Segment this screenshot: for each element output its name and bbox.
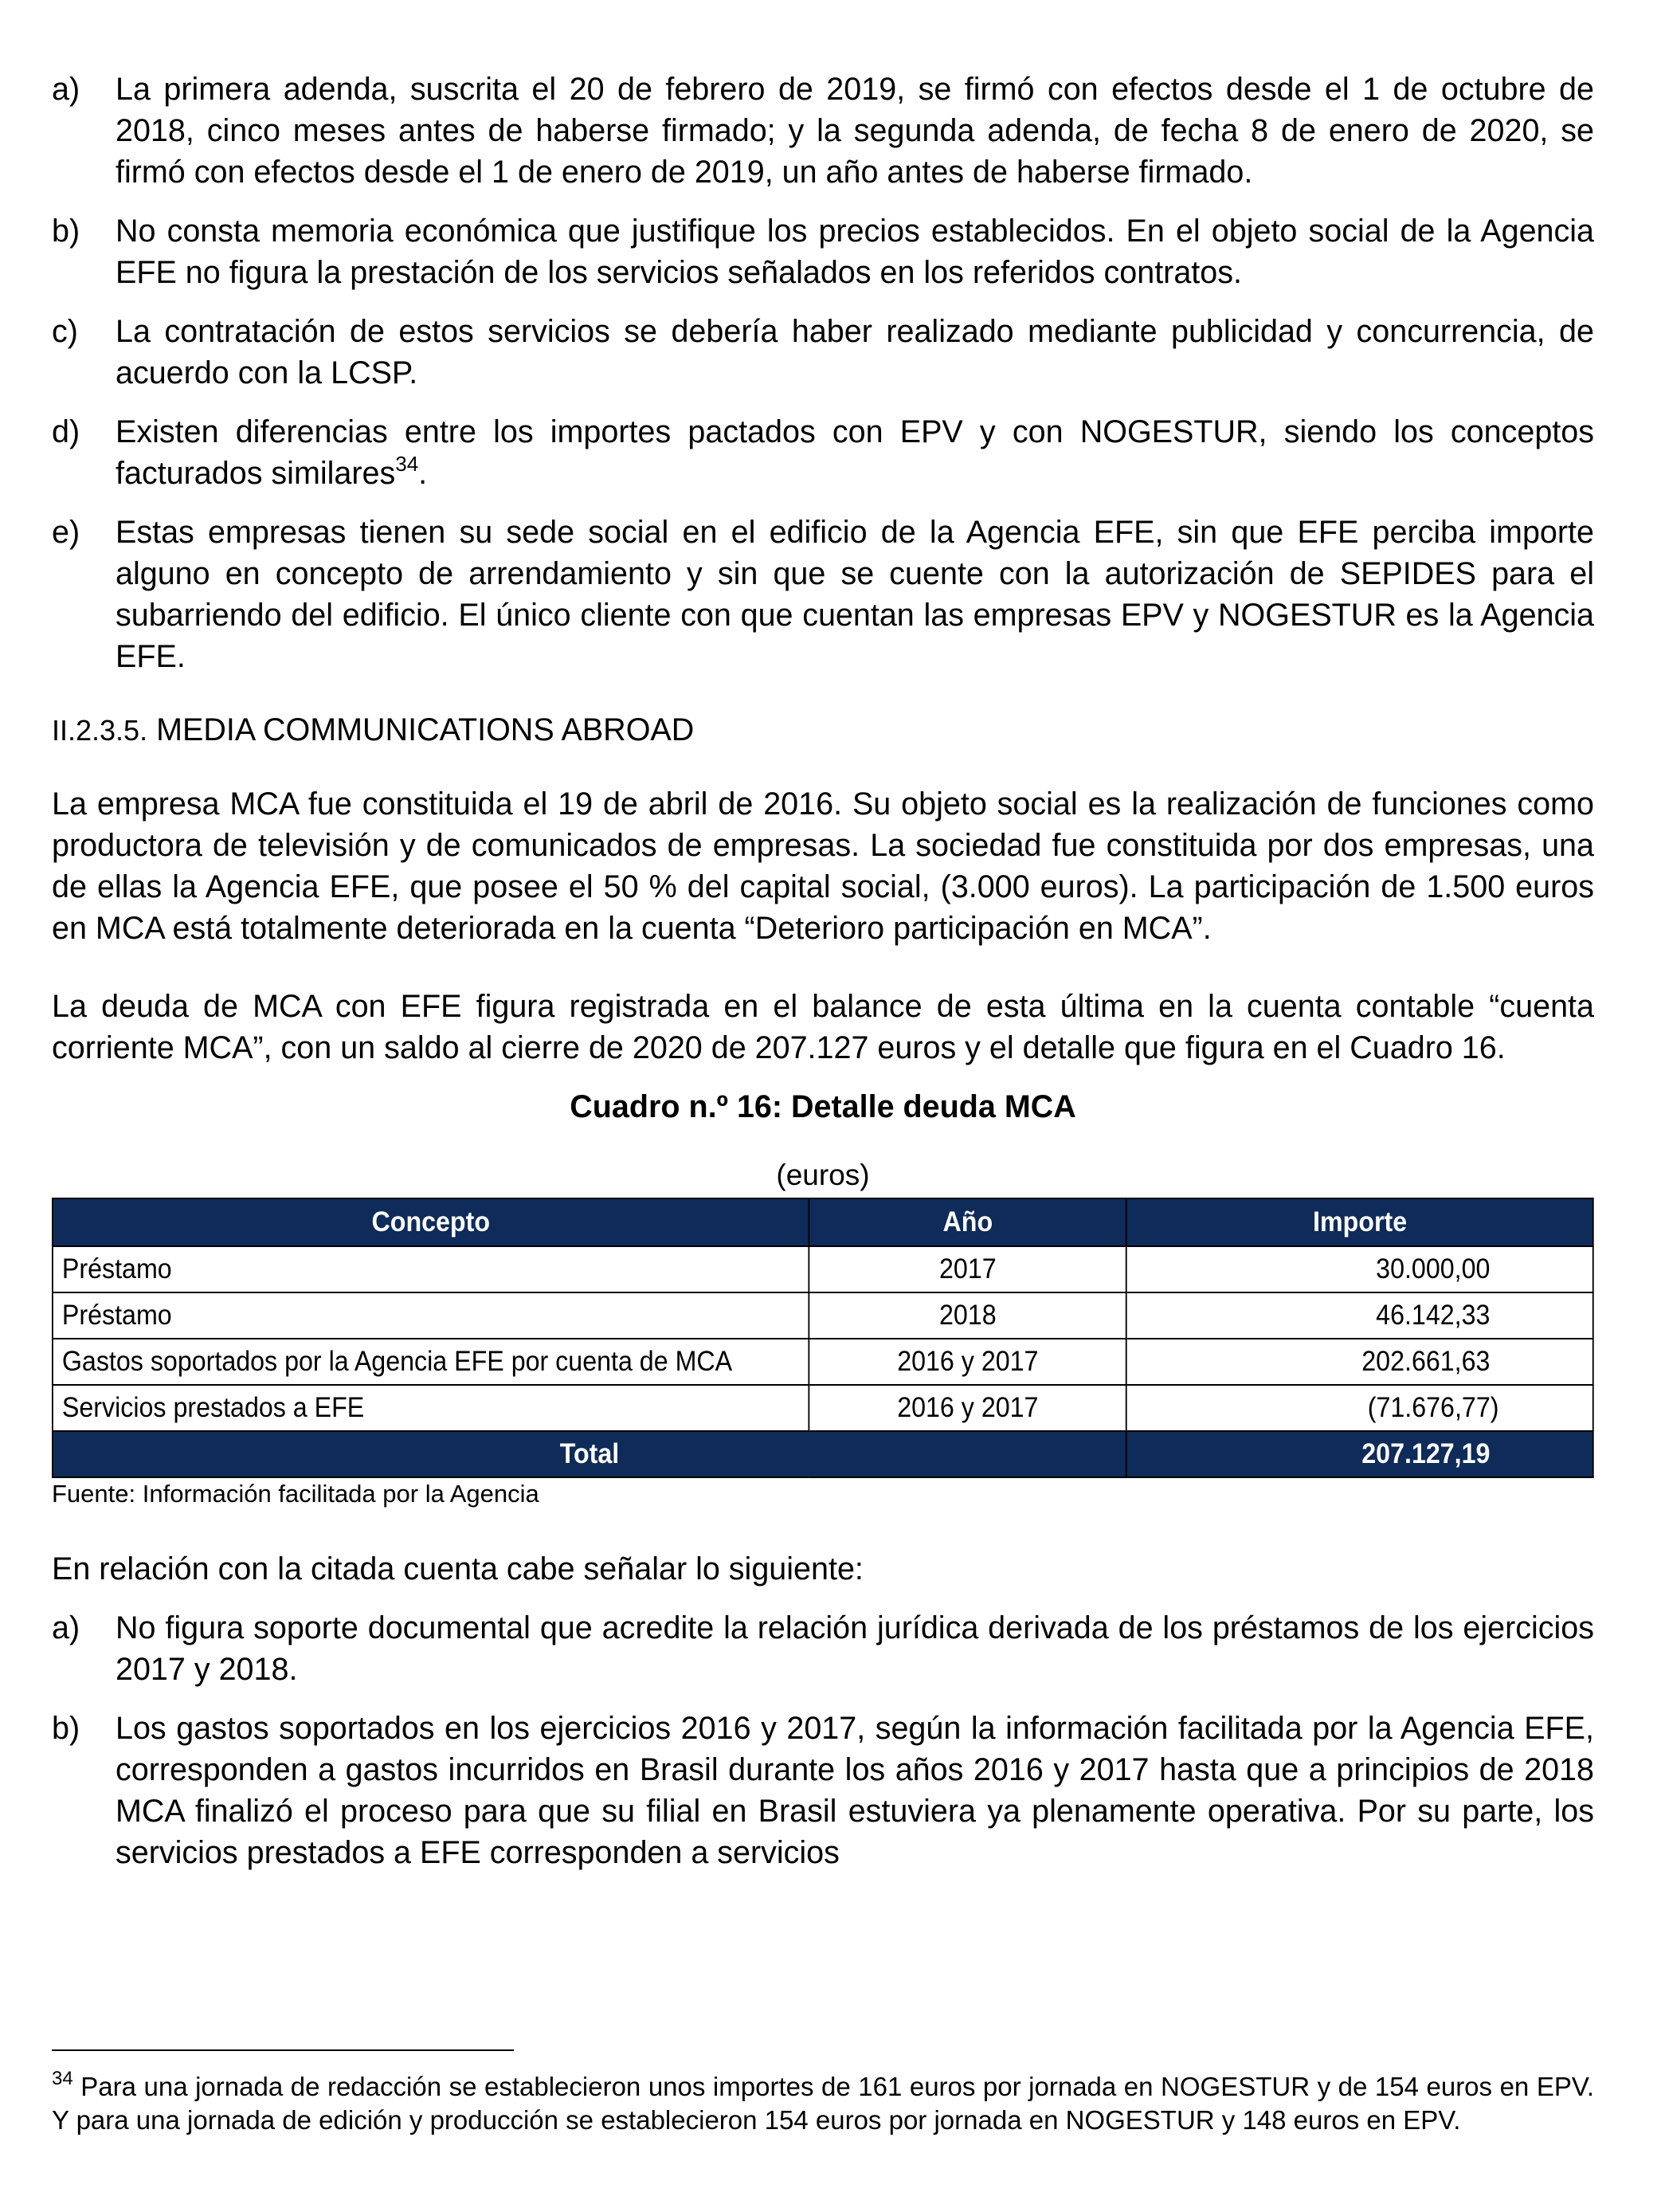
list-item-text: Los gastos soportados en los ejercicios 2016 y 2017, según la información facilitada por la Agencia EFE, corresponden a gastos incurridos en Brasil durante los años 2016 y 2017 hasta que a principios de 2018 MCA finalizó el proceso para que su filial en Brasil estuviera ya plenamente operativa. Por su parte, los servicios prestados a EFE corresponden a servicios xyxy=(116,1711,1594,1870)
list-item xyxy=(52,210,1594,293)
list-item-label: b) xyxy=(52,1711,80,1746)
table-total-row xyxy=(53,1431,1593,1477)
cell-concepto: Préstamo xyxy=(53,1246,809,1292)
list-item-text: Estas empresas tienen su sede social en el edificio de la Agencia EFE, sin que EFE perciba importe alguno en concepto de arrendamiento y sin que se cuente con la autorización de SEPIDES para el subarriendo del edificio. El único cliente con que cuentan las empresas EPV y NOGESTUR es la Agencia EFE. xyxy=(116,515,1594,674)
footnote-number: 34 xyxy=(52,2068,73,2089)
list-item xyxy=(52,411,1594,494)
list-item-text: No consta memoria económica que justifique los precios establecidos. En el objeto social de la Agencia EFE no figura la prestación de los servicios señalados en los referidos contratos. xyxy=(116,214,1594,290)
cell-concepto: Gastos soportados por la Agencia EFE por cuenta de MCA xyxy=(53,1339,809,1385)
footnote-separator xyxy=(52,2049,514,2051)
table-row xyxy=(53,1246,1593,1292)
cell-anio: 2016 y 2017 xyxy=(809,1339,1126,1385)
paragraph: La empresa MCA fue constituida el 19 de abril de 2016. Su objeto social es la realización de funciones como productora de televisión y de comunicados de empresas. La sociedad fue constituida por dos empresas, una de ellas la Agencia EFE, que posee el 50 % del capital social, (3.000 euros). La participación de 1.500 euros en MCA está totalmente deteriorada en la cuenta “Deterioro participación en MCA”. xyxy=(52,786,1594,946)
list-item-label: c) xyxy=(52,314,78,349)
list-item-label: d) xyxy=(52,414,80,449)
paragraph: La deuda de MCA con EFE figura registrada en el balance de esta última en la cuenta contable “cuenta corriente MCA”, con un saldo al cierre de 2020 de 207.127 euros y el detalle que figura en el Cuadro 16. xyxy=(52,989,1594,1065)
section-title: MEDIA COMMUNICATIONS ABROAD xyxy=(156,712,695,747)
cell-anio: 2017 xyxy=(809,1246,1126,1292)
header-importe: Importe xyxy=(1126,1198,1593,1246)
list-item-label: a) xyxy=(52,1610,80,1645)
list-item xyxy=(52,1708,1594,1873)
footnote xyxy=(52,2070,1594,2137)
list-item-text-end: . xyxy=(418,456,428,491)
table-row xyxy=(53,1339,1593,1385)
table-caption: Cuadro n.º 16: Detalle deuda MCA xyxy=(570,1089,1076,1124)
debt-detail-table xyxy=(52,1198,1594,1478)
document-page xyxy=(52,69,1594,1891)
footnote-reference[interactable]: 34 xyxy=(395,451,419,476)
paragraph: En relación con la citada cuenta cabe señalar lo siguiente: xyxy=(52,1551,864,1586)
cell-importe: 46.142,33 xyxy=(1126,1292,1593,1339)
cell-concepto: Préstamo xyxy=(53,1292,809,1339)
list-item-label: a) xyxy=(52,72,80,107)
section-number: II.2.3.5. xyxy=(52,714,148,747)
cell-concepto: Servicios prestados a EFE xyxy=(53,1385,809,1431)
total-label: Total xyxy=(53,1431,1126,1477)
account-observations-list xyxy=(52,1607,1594,1873)
table-unit: (euros) xyxy=(776,1159,870,1191)
list-item xyxy=(52,69,1594,193)
list-item-text-body: Existen diferencias entre los importes pactados con EPV y con NOGESTUR, siendo los conceptos facturados similares xyxy=(116,414,1594,491)
list-item xyxy=(52,1607,1594,1690)
list-item xyxy=(52,512,1594,677)
list-item-label: b) xyxy=(52,214,80,249)
list-item-text: La primera adenda, suscrita el 20 de febrero de 2019, se firmó con efectos desde el 1 de octubre de 2018, cinco meses antes de haberse firmado; y la segunda adenda, de fecha 8 de enero de 2020, se firmó con efectos desde el 1 de enero de 2019, un año antes de haberse firmado. xyxy=(116,72,1594,190)
cell-anio: 2018 xyxy=(809,1292,1126,1339)
table-header-row xyxy=(53,1198,1593,1246)
list-item-text xyxy=(116,411,1594,494)
contract-observations-list xyxy=(52,69,1594,677)
table-source: Fuente: Información facilitada por la Agencia xyxy=(52,1480,539,1508)
footnote-text: Para una jornada de redacción se establecieron unos importes de 161 euros por jornada en NOGESTUR y de 154 euros en EPV. Y para una jornada de edición y producción se establecieron 154 euros por jornada en NOGESTUR y 148 euros en EPV. xyxy=(52,2072,1594,2135)
list-item-label: e) xyxy=(52,515,80,550)
cell-importe: (71.676,77) xyxy=(1126,1385,1593,1431)
cell-importe: 30.000,00 xyxy=(1126,1246,1593,1292)
list-item-text: No figura soporte documental que acredite la relación jurídica derivada de los préstamos de los ejercicios 2017 y 2018. xyxy=(116,1610,1594,1687)
section-heading xyxy=(52,709,1594,751)
cell-importe: 202.661,63 xyxy=(1126,1339,1593,1385)
table-row xyxy=(53,1385,1593,1431)
header-concepto: Concepto xyxy=(53,1198,809,1246)
table-row xyxy=(53,1292,1593,1339)
cell-anio: 2016 y 2017 xyxy=(809,1385,1126,1431)
list-item xyxy=(52,311,1594,394)
list-item-text: La contratación de estos servicios se debería haber realizado mediante publicidad y concurrencia, de acuerdo con la LCSP. xyxy=(116,314,1594,390)
total-value: 207.127,19 xyxy=(1126,1431,1593,1477)
header-anio: Año xyxy=(809,1198,1126,1246)
